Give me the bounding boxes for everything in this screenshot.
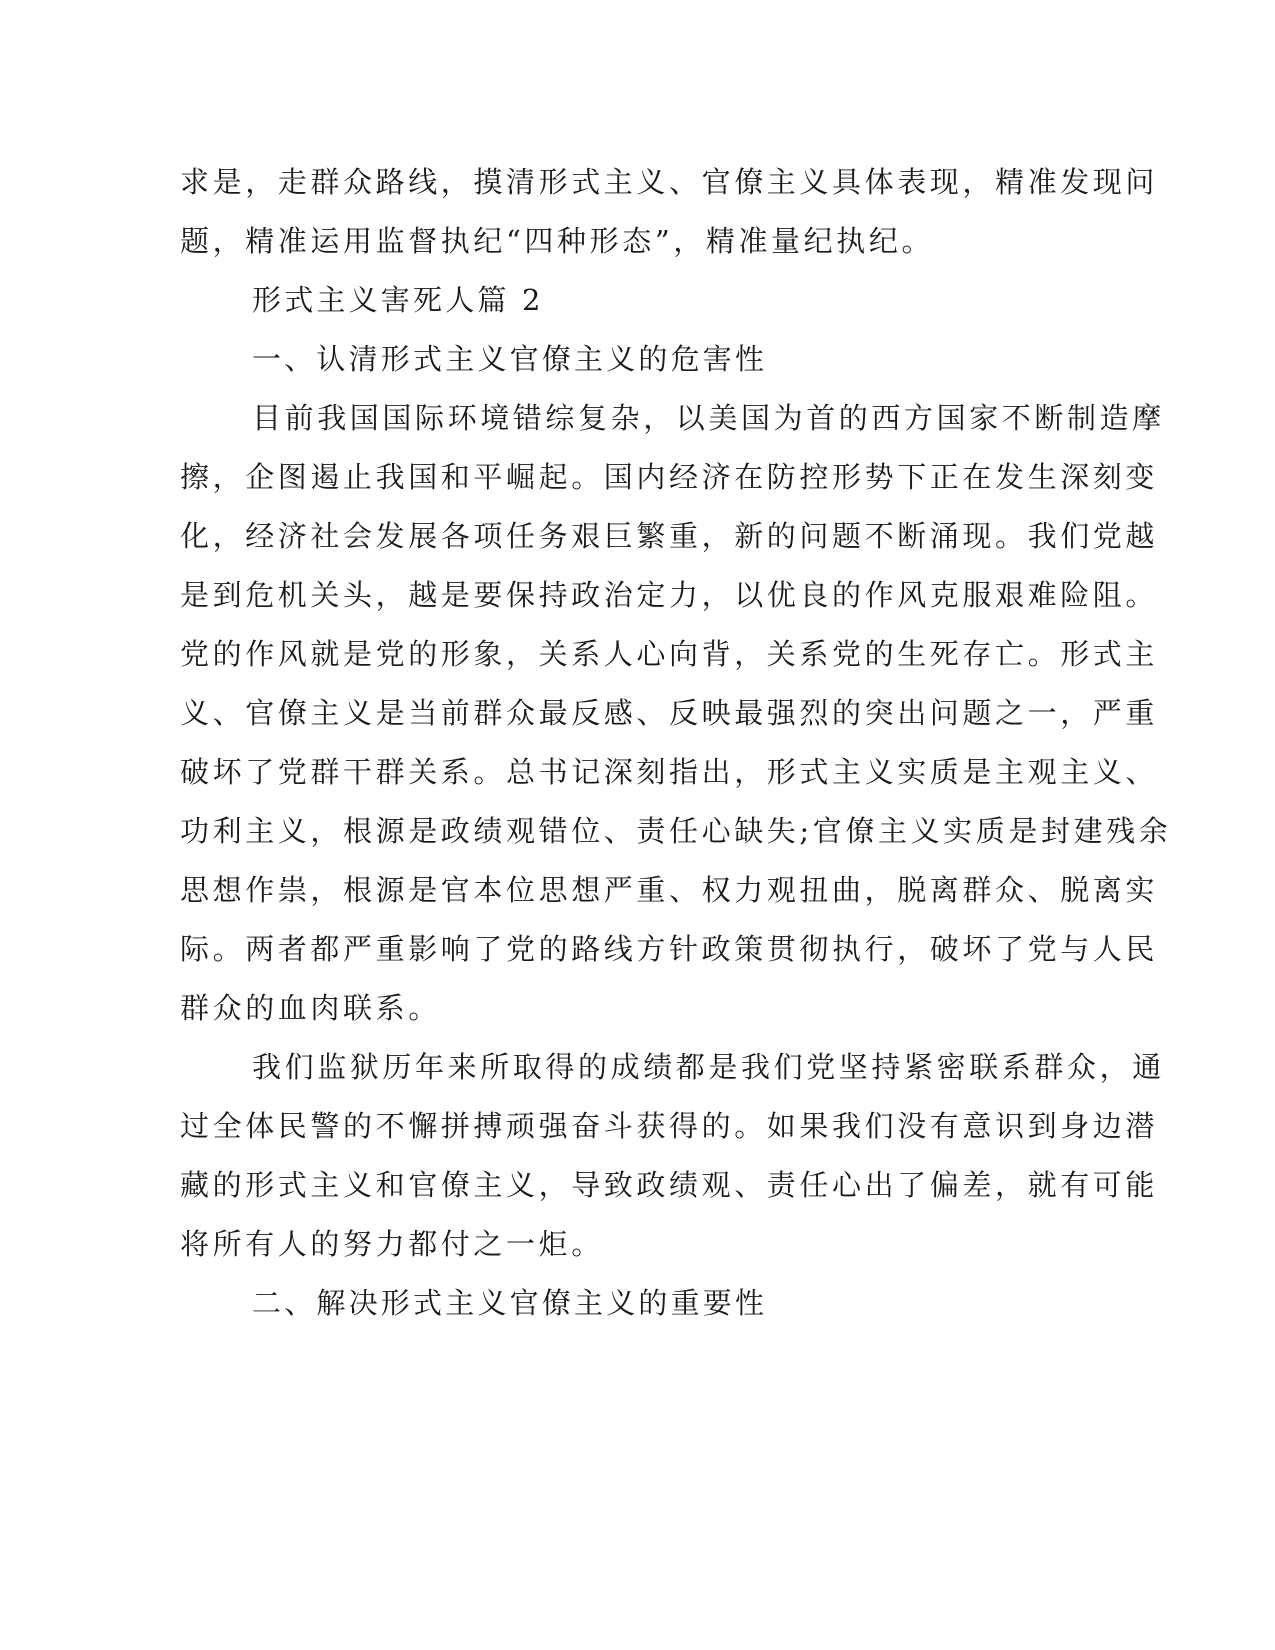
paragraph-1-line-2: 擦，企图遏止我国和平崛起。国内经济在防控形势下正在发生深刻变 (180, 460, 1159, 494)
paragraph-2-line-3: 藏的形式主义和官僚主义，导致政绩观、责任心出了偏差，就有可能 (180, 1168, 1159, 1202)
paragraph-1-line-3: 化，经济社会发展各项任务艰巨繁重，新的问题不断涌现。我们党越 (180, 519, 1159, 553)
heading-2: 二、解决形式主义官僚主义的重要性 (252, 1286, 768, 1320)
continuation-line-2: 题，精准运用监督执纪“四种形态”，精准量纪执纪。 (180, 224, 935, 258)
paragraph-2-line-4: 将所有人的努力都付之一炬。 (180, 1227, 604, 1261)
paragraph-1-line-6: 义、官僚主义是当前群众最反感、反映最强烈的突出问题之一，严重 (180, 696, 1159, 730)
section-title: 形式主义害死人篇 2 (252, 283, 544, 317)
paragraph-2-line-1: 我们监狱历年来所取得的成绩都是我们党坚持紧密联系群众，通 (252, 1050, 1165, 1084)
paragraph-1-line-7: 破坏了党群干群关系。总书记深刻指出，形式主义实质是主观主义、 (180, 755, 1159, 789)
paragraph-1-line-5: 党的作风就是党的形象，关系人心向背，关系党的生死存亡。形式主 (180, 637, 1159, 671)
paragraph-2-line-2: 过全体民警的不懈拼搏顽强奋斗获得的。如果我们没有意识到身边潜 (180, 1109, 1159, 1143)
paragraph-1-line-8: 功利主义，根源是政绩观错位、责任心缺失;官僚主义实质是封建残余 (180, 814, 1172, 848)
continuation-line-1: 求是，走群众路线，摸清形式主义、官僚主义具体表现，精准发现问 (180, 165, 1159, 199)
paragraph-1-line-4: 是到危机关头，越是要保持政治定力，以优良的作风克服艰难险阻。 (180, 578, 1159, 612)
paragraph-1-line-9: 思想作祟，根源是官本位思想严重、权力观扭曲，脱离群众、脱离实 (180, 873, 1159, 907)
paragraph-1-line-1: 目前我国国际环境错综复杂，以美国为首的西方国家不断制造摩 (252, 401, 1165, 435)
paragraph-1-line-10: 际。两者都严重影响了党的路线方针政策贯彻执行，破坏了党与人民 (180, 932, 1159, 966)
paragraph-1-line-11: 群众的血肉联系。 (180, 991, 441, 1025)
heading-1: 一、认清形式主义官僚主义的危害性 (252, 342, 768, 376)
